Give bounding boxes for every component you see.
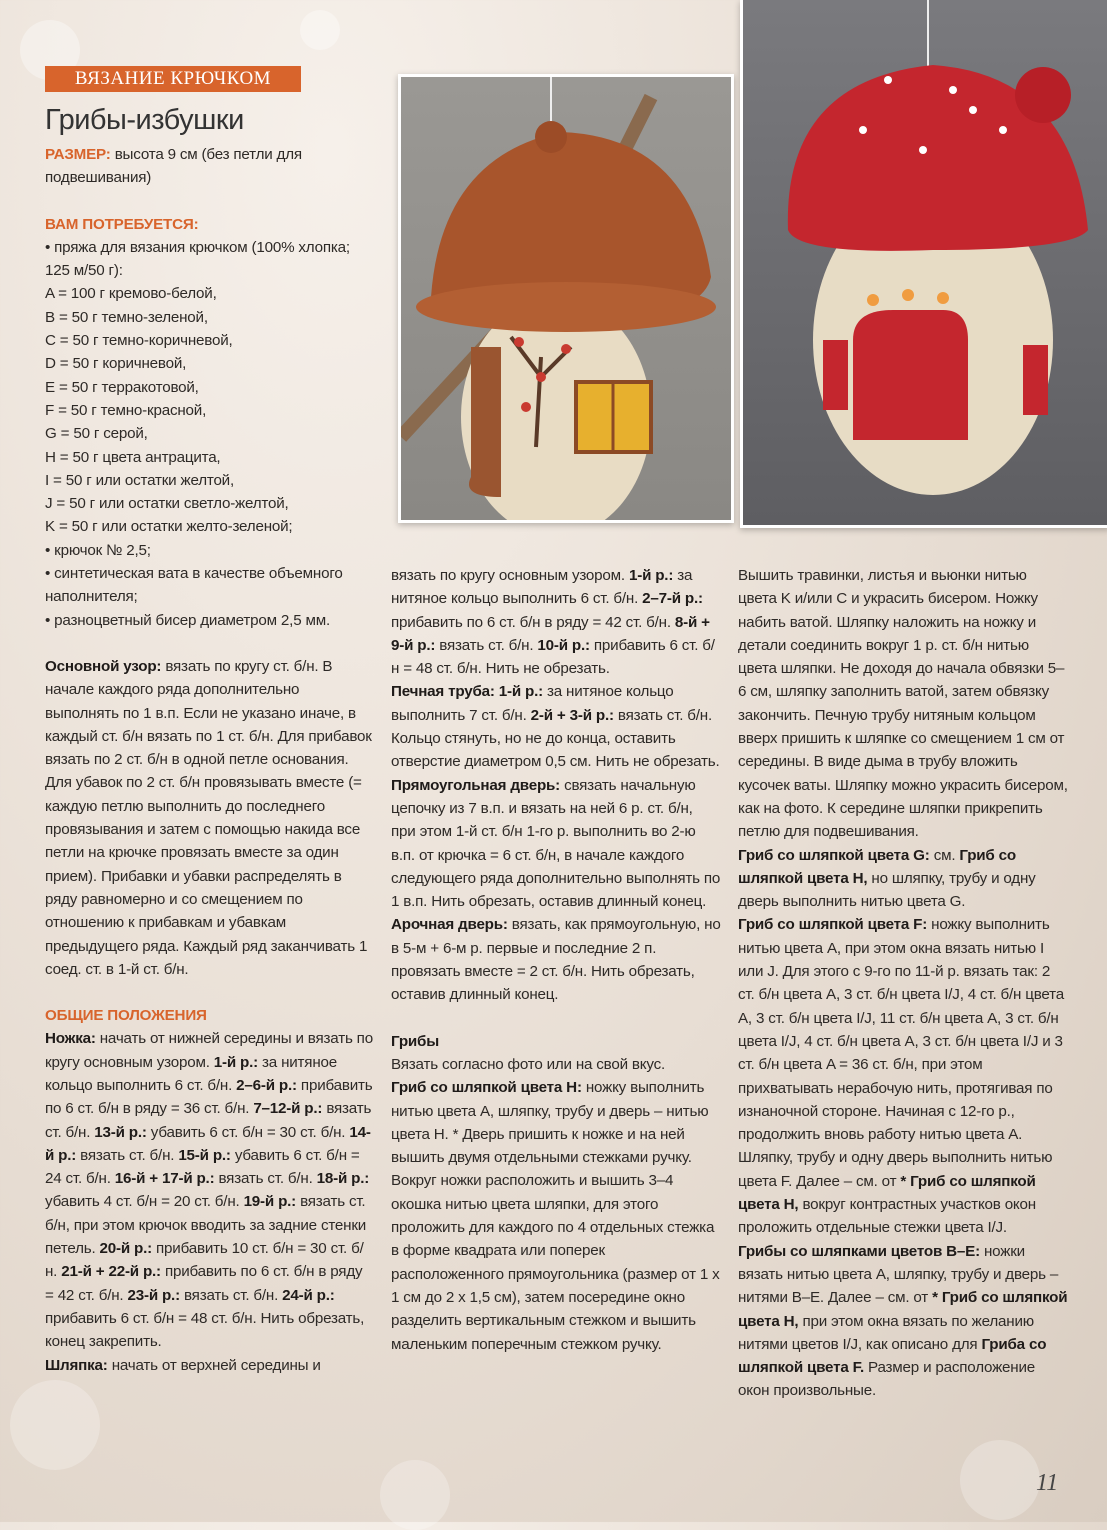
mushrooms-heading <box>391 1030 721 1053</box>
pattern-paragraph <box>45 655 375 981</box>
row-label: 20-й р.: <box>99 1240 152 1258</box>
materials-item: E = 50 г терракотовой, <box>45 378 199 396</box>
finishing-paragraph: Вышить травинки, листья и вьюнки нитью цвета K и/или C и украсить бисером. Ножку набить ватой. Шляпку наложить на ножку и детали соединить вокруг 1 р. ст. б/н нитью цвета шляпки. Не доходя до начала обвязки 5–6 см, шляпку заполнить ватой, затем обвязку закончить. Печную трубу нитяным кольцом вверх пришить к шляпке со смещением 1 см от середины. В виде дыма в трубу вложить кусочек ваты. Шляпку можно украсить бисером, как на фото. К середине шляпки прикрепить петлю для подвешивания. <box>738 567 1068 841</box>
general-heading: ОБЩИЕ ПОЛОЖЕНИЯ <box>45 1007 207 1025</box>
leg-label: Ножка: <box>45 1030 96 1048</box>
mushrooms-text: Вязать согласно фото или на свой вкус. <box>391 1055 666 1073</box>
materials-item: • пряжа для вязания крючком (100% хлопка; 125 м/50 г): <box>45 238 350 280</box>
row-label: 10-й р.: <box>537 636 590 654</box>
materials-item: C = 50 г темно-коричневой, <box>45 332 233 350</box>
materials-item: A = 100 г кремово-белой, <box>45 285 217 303</box>
row-text: прибавить 10 ст. б/н = 30 ст. б/н. <box>45 1240 364 1281</box>
row-label: 1-й р.: <box>628 567 674 584</box>
row-label: 24-й р.: <box>282 1286 335 1304</box>
materials-item: D = 50 г коричневой, <box>45 355 187 373</box>
mushroom-g-label: Гриб со шляпкой цвета G: <box>738 846 930 864</box>
ref: Гриба со шляпкой цвета F. <box>738 1335 1047 1377</box>
text: вязать по кругу основным узором. <box>391 567 625 584</box>
row-label: 7–12-й р.: <box>253 1100 323 1118</box>
row-label: 2–7-й р.: <box>642 590 703 608</box>
size-label: РАЗМЕР: <box>45 146 111 163</box>
column-3 <box>738 564 1068 1403</box>
cap-continued <box>391 564 721 680</box>
photo-red-mushroom <box>740 0 1107 528</box>
column-2 <box>391 564 721 1356</box>
photo-brown-mushroom <box>398 74 734 523</box>
materials-item: B = 50 г темно-зеленой, <box>45 308 208 326</box>
text: ножку выполнить нитью цвета A, при этом окна вязать нитью I или J. Для этого с 9-го по 11-й р. вязать так: 2 ст. б/н цвета A, 3 ст. б/н цвета I/J, 4 ст. б/н цвета A, 3 ст. б/н цвета I/J, 11 ст. б/н цвета A, 3 ст. б/н цвета I/J, 4 ст. б/н цвета A, 3 ст. б/н цвета I/J и 3 ст. б/н цвета A = 36 ст. б/н, при этом прихватывать нерабочую нить, протягивая по изнаночной стороне. Начиная с 12-го р., продолжить вновь работу нитью цвета A. Шляпку, трубу и одну дверь выполнить нитью цвета F. Далее – см. от <box>738 916 1065 1190</box>
text: см. <box>933 846 956 864</box>
text: но шляпку, трубу и одну дверь выполнить нитью цвета G. <box>738 869 1036 911</box>
mushroom-be-paragraph <box>738 1240 1068 1403</box>
cap-paragraph <box>45 1354 375 1377</box>
mushroom-h-paragraph <box>391 1076 721 1356</box>
row-text: прибавить 6 ст. б/н = 48 ст. б/н. Нить не обрезать. <box>391 636 715 678</box>
leg-paragraph <box>45 1027 375 1353</box>
row-text: вязать ст. б/н, при этом крючок вводить за задние стенки петель. <box>45 1193 367 1258</box>
mushroom-be-label: Грибы со шляпками цветов B–E: <box>738 1242 980 1260</box>
row-label: 8-й + 9-й р.: <box>391 613 710 654</box>
row-text: за нитяное кольцо выполнить 7 ст. б/н. <box>391 683 674 724</box>
materials-item: • разноцветный бисер диаметром 2,5 мм. <box>45 611 330 629</box>
materials-item: K = 50 г или остатки желто-зеленой; <box>45 518 293 536</box>
row-text: за нитяное кольцо выполнить 6 ст. б/н. <box>391 567 693 608</box>
arch-door-text: вязать, как прямоугольную, но в 5-м + 6-м р. первые и последние 2 п. провязать вместе = 2 ст. б/н. Нить обрезать, оставив длинный конец. <box>391 916 721 1004</box>
row-label: 19-й р.: <box>243 1193 297 1211</box>
mushroom-f-paragraph <box>738 913 1068 1239</box>
text: при этом окна вязать по желанию нитями цветов I/J, как описано для <box>738 1312 1034 1353</box>
row-text: вязать ст. б/н. <box>45 1100 372 1141</box>
bokeh <box>10 1380 100 1470</box>
column-1 <box>45 143 375 1377</box>
row-label: 1-й р.: <box>213 1053 259 1071</box>
materials-item: I = 50 г или остатки желтой, <box>45 471 234 489</box>
materials-item: • синтетическая вата в качестве объемного наполнителя; <box>45 565 343 606</box>
rect-door-paragraph <box>391 774 721 914</box>
materials-item: J = 50 г или остатки светло-желтой, <box>45 495 289 513</box>
row-text: прибавить по 6 ст. б/н в ряду = 42 ст. б/н. <box>391 613 671 631</box>
section-tag: ВЯЗАНИЕ КРЮЧКОМ <box>45 66 301 92</box>
bokeh <box>380 1460 450 1530</box>
page-title: Грибы-избушки <box>45 104 244 136</box>
row-text: вязать ст. б/н. <box>439 636 534 654</box>
row-text: за нитяное кольцо выполнить 6 ст. б/н. <box>45 1053 338 1094</box>
row-label: 13-й р.: <box>94 1123 147 1141</box>
cap-label: Шляпка: <box>45 1356 108 1374</box>
materials-item: H = 50 г цвета антрацита, <box>45 448 221 466</box>
materials-item: • крючок № 2,5; <box>45 541 151 559</box>
row-label: 15-й р.: <box>178 1146 231 1164</box>
mushroom-h-text: ножку выполнить нитью цвета A, шляпку, трубу и дверь – нитью цвета H. * Дверь пришить к ножке и на ней вышить двумя отдельными стежками ручку. Вокруг ножки расположить и вышить 3–4 окошка нитью цвета шляпки, для этого проложить для каждого по 4 отдельных стежка в форме квадрата или поперек расположенного прямоугольника (размер от 1 х 1 см до 2 х 1,5 см), затем посередине окно разделить вертикальным стежком и вышить маленьким поперечным стежком ручку. <box>391 1079 720 1353</box>
pattern-label: Основной узор: <box>45 657 162 675</box>
row-text: прибавить по 6 ст. б/н в ряду = 42 ст. б/н. <box>45 1263 363 1304</box>
rect-door-label: Прямоугольная дверь: <box>391 776 561 794</box>
mushrooms-heading-text: Грибы <box>391 1032 439 1050</box>
size-text: высота 9 см (без петли для подвешивания) <box>45 146 302 187</box>
row-text: вязать ст. б/н. <box>183 1286 279 1304</box>
row-text: убавить 6 ст. б/н = 30 ст. б/н. <box>150 1123 346 1141</box>
pattern-text: вязать по кругу ст. б/н. В начале каждого ряда дополнительно выполнять по 1 в.п. Если не указано иначе, в каждый ст. б/н вязать по 1 ст. б/н. Для прибавок вязать по 2 ст. б/н в одной петле основания. Для убавок по 2 ст. б/н провязывать вместе (= каждую петлю выполнить до последнего провязывания и затем с помощью накида все петли на крючке провязать вместе за один прием). Прибавки и убавки распределять в ряду равномерно и со смещением по отношению к прибавкам и убавкам предыдущего ряда. Каждый ряд заканчивать 1 соед. ст. в 1-й ст. б/н. <box>45 657 372 978</box>
materials-item: F = 50 г темно-красной, <box>45 401 207 419</box>
bokeh <box>300 10 340 50</box>
row-text: убавить 6 ст. б/н = 24 ст. б/н. <box>45 1146 360 1188</box>
materials-heading: ВАМ ПОТРЕБУЕТСЯ: <box>45 215 199 233</box>
cap-text: начать от верхней середины и <box>111 1356 321 1374</box>
arch-door-paragraph <box>391 913 721 1006</box>
row-label: 21-й + 22-й р.: <box>61 1263 161 1281</box>
row-text: убавить 4 ст. б/н = 20 ст. б/н. <box>45 1193 240 1211</box>
size-line <box>45 143 375 190</box>
chimney-label: Печная труба: <box>391 683 495 701</box>
brown-mushroom-illustration <box>401 77 731 520</box>
arch-door-label: Арочная дверь: <box>391 916 508 934</box>
leg-text: начать от нижней середины и вязать по кругу основным узором. <box>45 1030 373 1071</box>
mushroom-h-label: Гриб со шляпкой цвета H: <box>391 1079 582 1097</box>
row-label: 18-й р.: <box>316 1170 370 1188</box>
chimney-paragraph <box>391 680 721 773</box>
ref: * Гриб со шляпкой цвета H, <box>738 1289 1068 1330</box>
row-text: прибавить 6 ст. б/н = 48 ст. б/н. Нить обрезать, конец закрепить. <box>45 1309 365 1351</box>
ref: Гриб со шляпкой цвета H, <box>738 846 1016 887</box>
mushroom-f-label: Гриб со шляпкой цвета F: <box>738 916 928 934</box>
row-label: 14-й р.: <box>45 1123 371 1164</box>
row-text: вязать ст. б/н. Кольцо стянуть, но не до конца, оставить отверстие диаметром 0,5 см. Нить не обрезать. <box>391 706 720 771</box>
row-text: прибавить по 6 ст. б/н в ряду = 36 ст. б/н. <box>45 1076 373 1118</box>
text: Размер и расположение окон произвольные. <box>738 1359 1036 1400</box>
bokeh <box>960 1440 1040 1520</box>
row-label: 16-й + 17-й р.: <box>114 1170 215 1188</box>
row-label: 23-й р.: <box>127 1286 180 1304</box>
page-number: 11 <box>1036 1470 1059 1496</box>
row-label: 1-й р.: <box>498 683 543 701</box>
row-text: вязать ст. б/н. <box>80 1146 175 1164</box>
row-text: вязать ст. б/н. <box>218 1170 313 1188</box>
ref: * Гриб со шляпкой цвета H, <box>738 1172 1036 1214</box>
materials-item: G = 50 г серой, <box>45 425 148 443</box>
row-label: 2–6-й р.: <box>236 1076 297 1094</box>
row-label: 2-й + 3-й р.: <box>530 706 614 724</box>
text: ножки вязать нитью цвета A, шляпку, трубу и дверь – нитями B–E. Далее – см. от <box>738 1242 1059 1307</box>
text: вокруг контрастных участков окон проложить отдельные стежки цвета I/J. <box>738 1196 1036 1237</box>
red-mushroom-illustration <box>743 0 1107 525</box>
rect-door-text: связать начальную цепочку из 7 в.п. и вязать на ней 6 р. ст. б/н, при этом 1-й ст. б/н 1-го р. выполнить во 2-ю в.п. от крючка = 6 ст. б/н, в начале каждого следующего ряда дополнительно выполнять по 1 в.п. Нить обрезать, оставив длинный конец. <box>391 776 721 911</box>
mushroom-g-paragraph <box>738 844 1068 914</box>
